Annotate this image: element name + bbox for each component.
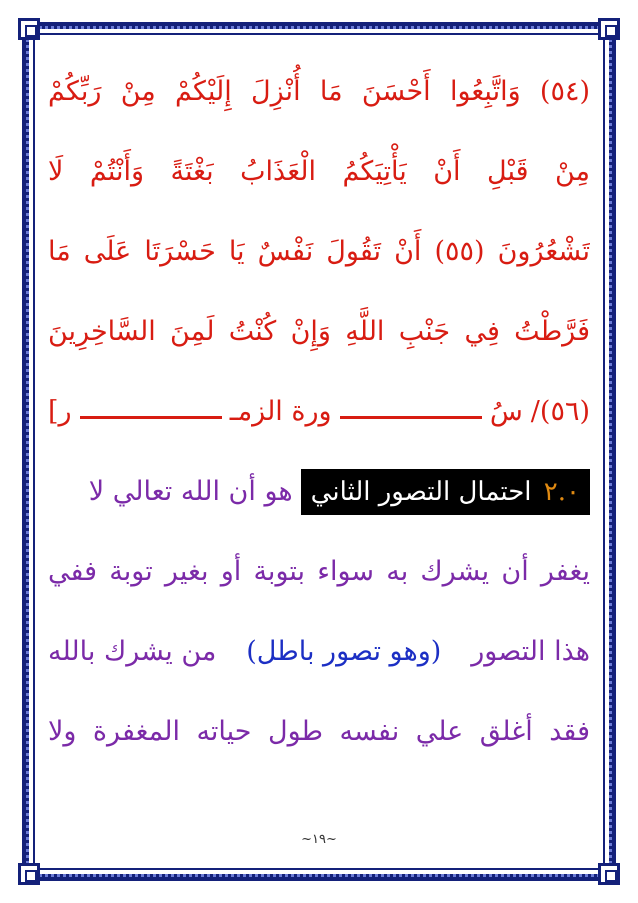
section-heading-line bbox=[48, 452, 590, 532]
verse-text: تَشْعُرُونَ (٥٥) أَنْ تَقُولَ نَفْسٌ يَا حَسْرَتَا عَلَى مَا bbox=[48, 236, 590, 267]
body-text: من يشرك بالله bbox=[48, 636, 217, 667]
verse-reference bbox=[48, 372, 590, 452]
corner-ornament-icon bbox=[18, 18, 40, 40]
body-line bbox=[48, 612, 590, 692]
verse-line bbox=[48, 292, 590, 372]
reference-close: ر] bbox=[48, 396, 72, 427]
reference-fragment: سُ bbox=[489, 396, 523, 427]
section-heading bbox=[301, 469, 590, 515]
section-intro-text: هو أن الله تعالي لا bbox=[88, 476, 293, 507]
page-number: ~١٩~ bbox=[301, 832, 337, 847]
body-line bbox=[48, 692, 590, 772]
verse-line bbox=[48, 212, 590, 292]
section-number: ٢.٠ bbox=[543, 477, 580, 507]
corner-ornament-icon bbox=[18, 863, 40, 885]
section-title: احتمال التصور الثاني bbox=[310, 477, 532, 507]
verse-line bbox=[48, 132, 590, 212]
kashida-divider bbox=[80, 416, 222, 419]
corner-ornament-icon bbox=[598, 18, 620, 40]
verse-text: (٥٤) وَاتَّبِعُوا أَحْسَنَ مَا أُنْزِلَ إِلَيْكُمْ مِنْ رَبِّكُمْ bbox=[48, 76, 590, 107]
verse-text: مِنْ قَبْلِ أَنْ يَأْتِيَكُمُ الْعَذَابُ بَغْتَةً وَأَنْتُمْ لَا bbox=[48, 156, 590, 187]
body-text: هذا التصور bbox=[471, 636, 590, 667]
corner-ornament-icon bbox=[598, 863, 620, 885]
body-line bbox=[48, 532, 590, 612]
highlighted-text: (وهو تصور باطل) bbox=[246, 636, 442, 667]
page-content bbox=[48, 52, 590, 772]
reference-number: (٥٦)/ bbox=[530, 396, 590, 427]
kashida-divider bbox=[340, 416, 482, 419]
verse-line bbox=[48, 52, 590, 132]
body-text: فقد أغلق علي نفسه طول حياته المغفرة ولا bbox=[48, 716, 590, 747]
reference-surah: ورة الزمـ bbox=[229, 396, 332, 427]
body-text: يغفر أن يشرك به سواء بتوبة أو بغير توبة ففي bbox=[48, 556, 590, 587]
verse-text: فَرَّطْتُ فِي جَنْبِ اللَّهِ وَإِنْ كُنْتُ لَمِنَ السَّاخِرِينَ bbox=[48, 316, 590, 347]
